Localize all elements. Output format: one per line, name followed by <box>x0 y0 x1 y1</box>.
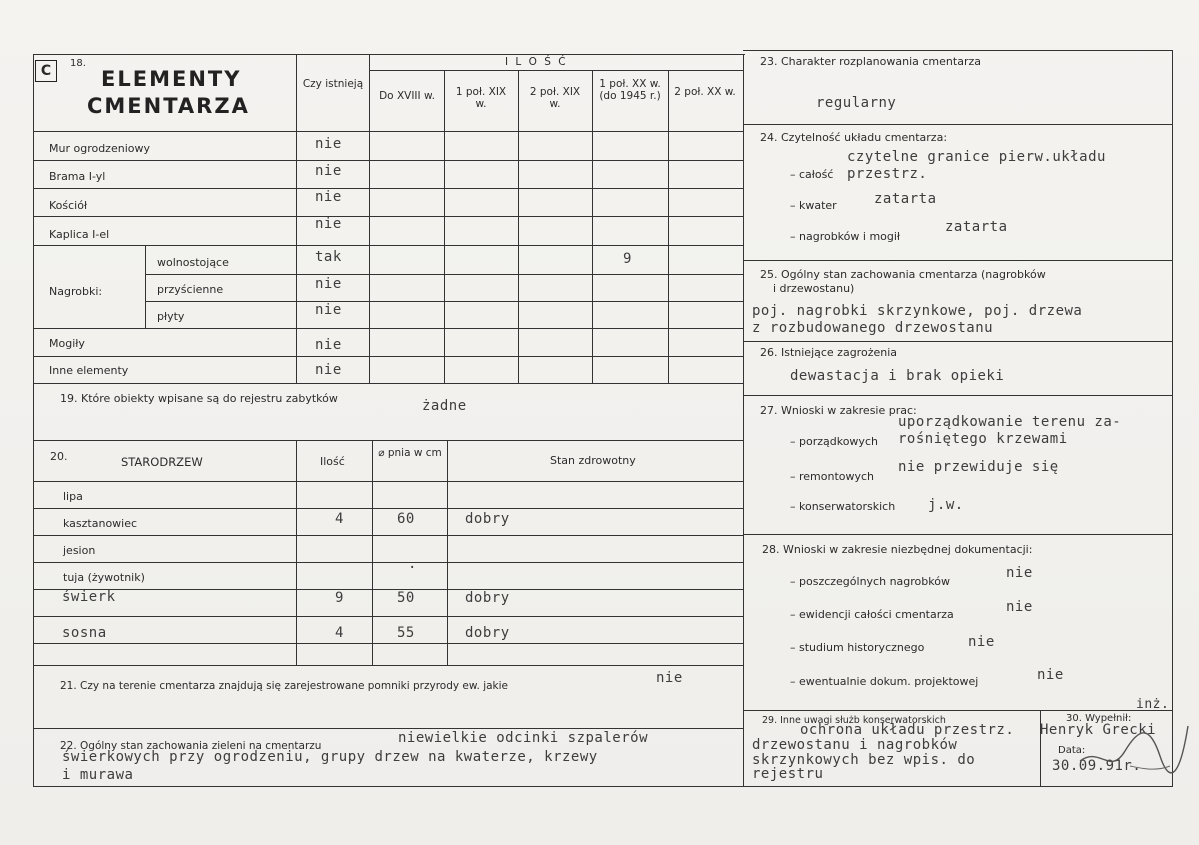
row-line <box>33 356 743 357</box>
q29-line1: ochrona układu przestrz. <box>800 722 1015 738</box>
row-value-graves: nie <box>315 337 342 353</box>
q25-label-1: 25. Ogólny stan zachowania cmentarza (nagrobków <box>760 268 1046 281</box>
q24-whole-line1: czytelne granice pierw.układu <box>847 149 1106 165</box>
trees-row-line <box>33 643 743 644</box>
q21-value: nie <box>656 670 683 686</box>
q30-date-label: Data: <box>1058 745 1086 756</box>
nagrobki-label: Nagrobki: <box>49 285 103 298</box>
tree-name-sosna: sosna <box>62 625 107 641</box>
nagrobki-freestanding-count: 9 <box>623 251 632 267</box>
nagrobki-wall-label: przyścienne <box>157 283 224 296</box>
q27-label: 27. Wnioski w zakresie prac: <box>760 404 917 417</box>
trees-row-line <box>33 535 743 536</box>
nagrobki-slab-value: nie <box>315 302 342 318</box>
q22-label: 22. Ogólny stan zachowania zieleni na cmentarzu <box>60 740 322 752</box>
title-cmentarza: CMENTARZA <box>87 94 250 118</box>
trees-row-line <box>33 562 743 563</box>
trees-col-line <box>296 440 297 665</box>
frame-divider <box>743 54 744 786</box>
tree-health-kasztanowiec: dobry <box>465 511 510 527</box>
col-line-3 <box>518 70 519 384</box>
trees-title: STARODRZEW <box>121 455 203 469</box>
tree-health-sosna: dobry <box>465 625 510 641</box>
trees-col-line <box>447 440 448 665</box>
tree-diam-swierk: 50 <box>397 590 415 606</box>
q29-line2: drzewostanu i nagrobków <box>752 737 958 753</box>
q27-renov-label: – remontowych <box>790 470 875 483</box>
q30-label: 30. Wypełnił: <box>1066 713 1132 724</box>
frame-bottom-left <box>33 786 743 787</box>
q24-whole-label: – całość <box>790 168 834 181</box>
q24-label: 24. Czytelność układu cmentarza: <box>760 131 948 144</box>
amount-header-line <box>369 70 743 71</box>
trees-col-line <box>372 440 373 665</box>
tree-count-swierk: 9 <box>335 590 344 606</box>
row-line <box>33 328 743 329</box>
tree-name-tuja: tuja (żywotnik) <box>63 571 145 584</box>
q24-bottom-line <box>743 260 1173 261</box>
frame-bottom-right <box>743 786 1173 787</box>
q26-bottom-line <box>743 395 1173 396</box>
q27-cons-label: – konserwatorskich <box>790 500 896 513</box>
trees-row-line <box>33 616 743 617</box>
q22-line3: i murawa <box>62 767 134 783</box>
frame-top-right <box>743 50 1173 51</box>
row-value-church: nie <box>315 189 342 205</box>
q26-value: dewastacja i brak opieki <box>790 368 1005 384</box>
row-label-chapel: Kaplica I-el <box>49 228 110 241</box>
frame-right <box>1172 50 1173 786</box>
col-period-3: 2 poł. XIX w. <box>529 86 581 110</box>
tree-name-kasztanowiec: kasztanowiec <box>63 517 138 530</box>
q27-bottom-line <box>743 534 1173 535</box>
q27-cons-value: j.w. <box>928 497 964 513</box>
q19-bottom-line <box>33 440 743 441</box>
q25-line1: poj. nagrobki skrzynkowe, poj. drzewa <box>752 303 1083 319</box>
trees-row-line <box>33 508 743 509</box>
col-period-1: Do XVIII w. <box>379 90 435 102</box>
tree-diam-tuja: · <box>408 560 417 576</box>
q28-row3-label: – studium historycznego <box>790 641 925 654</box>
row-value-wall: nie <box>315 136 342 152</box>
row-value-gate: nie <box>315 163 342 179</box>
row-label-graves: Mogiły <box>49 337 85 350</box>
q27-renov-value: nie przewiduje się <box>898 459 1059 475</box>
title-elementy: ELEMENTY <box>101 67 242 91</box>
col-exists-header: Czy istnieją <box>302 78 364 90</box>
row-label-gate: Brama I-yl <box>49 170 106 183</box>
col-period-2: 1 poł. XIX w. <box>455 86 507 110</box>
q24-whole-line2: przestrz. <box>847 166 928 182</box>
row-line <box>145 301 743 302</box>
q28-row4-label: – ewentualnie dokum. projektowej <box>790 675 979 688</box>
q19-label: 19. Które obiekty wpisane są do rejestru zabytków <box>60 392 338 405</box>
signature <box>1070 706 1194 786</box>
q27-order-label: – porządkowych <box>790 435 878 448</box>
row-value-other: nie <box>315 362 342 378</box>
frame-left <box>33 54 34 786</box>
q29-label: 29. Inne uwagi służb konserwatorskich <box>762 715 946 726</box>
row-label-wall: Mur ogrodzeniowy <box>49 142 150 155</box>
tree-count-sosna: 4 <box>335 625 344 641</box>
col-line-exists <box>296 54 297 384</box>
trees-col-count: Ilość <box>320 455 345 468</box>
q23-bottom-line <box>743 124 1173 125</box>
q28-row2-label: – ewidencji całości cmentarza <box>790 608 954 621</box>
q26-label: 26. Istniejące zagrożenia <box>760 346 898 359</box>
nagrobki-wall-value: nie <box>315 276 342 292</box>
section-letter-box: C <box>35 60 57 82</box>
q28-row2-value: nie <box>1006 599 1033 615</box>
q22-line2: świerkowych przy ogrodzeniu, grupy drzew na kwaterze, krzewy <box>62 749 598 765</box>
q28-row1-value: nie <box>1006 565 1033 581</box>
col-line-4 <box>592 70 593 384</box>
section-number: 18. <box>70 58 86 69</box>
col-line-5 <box>668 70 669 384</box>
q24-quarters-label: – kwater <box>790 199 837 212</box>
tree-name-jesion: jesion <box>63 544 96 557</box>
tree-count-kasztanowiec: 4 <box>335 511 344 527</box>
row-line <box>145 274 743 275</box>
trees-row-line <box>33 589 743 590</box>
q28-row3-value: nie <box>968 634 995 650</box>
tree-health-swierk: dobry <box>465 590 510 606</box>
tree-diam-sosna: 55 <box>397 625 415 641</box>
row-line <box>33 160 743 161</box>
row-line <box>33 131 743 132</box>
row-line <box>33 188 743 189</box>
q27-order-line1: uporządkowanie terenu za- <box>898 414 1122 430</box>
row-line <box>33 383 743 384</box>
q21-bottom-line <box>33 728 743 729</box>
row-value-chapel: nie <box>315 216 342 232</box>
frame-top-left <box>33 54 745 55</box>
col-line-2 <box>444 70 445 384</box>
q23-label: 23. Charakter rozplanowania cmentarza <box>760 55 981 68</box>
col-amount-header: I L O Ś Ć <box>505 56 568 68</box>
q25-label-2: i drzewostanu) <box>773 282 855 295</box>
nagrobki-freestanding-label: wolnostojące <box>157 256 229 269</box>
q29-line3: skrzynkowych bez wpis. do <box>752 752 976 768</box>
q29-line4: rejestru <box>752 766 824 782</box>
q27-order-line2: rośniętego krzewami <box>898 431 1068 447</box>
col-period-4: 1 poł. XX w. (do 1945 r.) <box>599 78 661 102</box>
trees-number: 20. <box>50 450 68 463</box>
nagrobki-slab-label: płyty <box>157 310 185 323</box>
nagrobki-divider <box>145 245 146 328</box>
row-label-church: Kościół <box>49 199 88 212</box>
q30-name: Henryk Grecki <box>1040 722 1157 738</box>
q19-value: żadne <box>422 398 467 414</box>
row-label-other: Inne elementy <box>49 364 129 377</box>
q25-line2: z rozbudowanego drzewostanu <box>752 320 994 336</box>
tree-name-swierk: świerk <box>62 589 116 605</box>
tree-diam-kasztanowiec: 60 <box>397 511 415 527</box>
trees-header-line <box>33 481 743 482</box>
q28-row1-label: – poszczególnych nagrobków <box>790 575 950 588</box>
col-line-1 <box>369 54 370 384</box>
trees-col-diam: ⌀ pnia w cm <box>378 447 442 459</box>
q30-title: inż. <box>1136 697 1170 712</box>
row-line <box>33 216 743 217</box>
q21-label: 21. Czy na terenie cmentarza znajdują się zarejestrowane pomniki przyrody ew. jakie <box>60 680 508 692</box>
q28-label: 28. Wnioski w zakresie niezbędnej dokumentacji: <box>762 543 1033 556</box>
q28-row4-value: nie <box>1037 667 1064 683</box>
q25-bottom-line <box>743 341 1173 342</box>
q23-value: regularny <box>816 95 897 111</box>
q24-graves-value: zatarta <box>945 219 1008 235</box>
tree-name-lipa: lipa <box>63 490 83 503</box>
nagrobki-freestanding-value: tak <box>315 249 342 265</box>
q30-date: 30.09.91r. <box>1052 758 1142 774</box>
col-period-5: 2 poł. XX w. <box>674 86 736 98</box>
trees-bottom-line <box>33 665 743 666</box>
q24-graves-label: – nagrobków i mogił <box>790 230 901 243</box>
q24-quarters-value: zatarta <box>874 191 937 207</box>
q22-line1: niewielkie odcinki szpalerów <box>398 730 649 746</box>
trees-col-health: Stan zdrowotny <box>550 454 636 467</box>
row-line <box>33 245 743 246</box>
